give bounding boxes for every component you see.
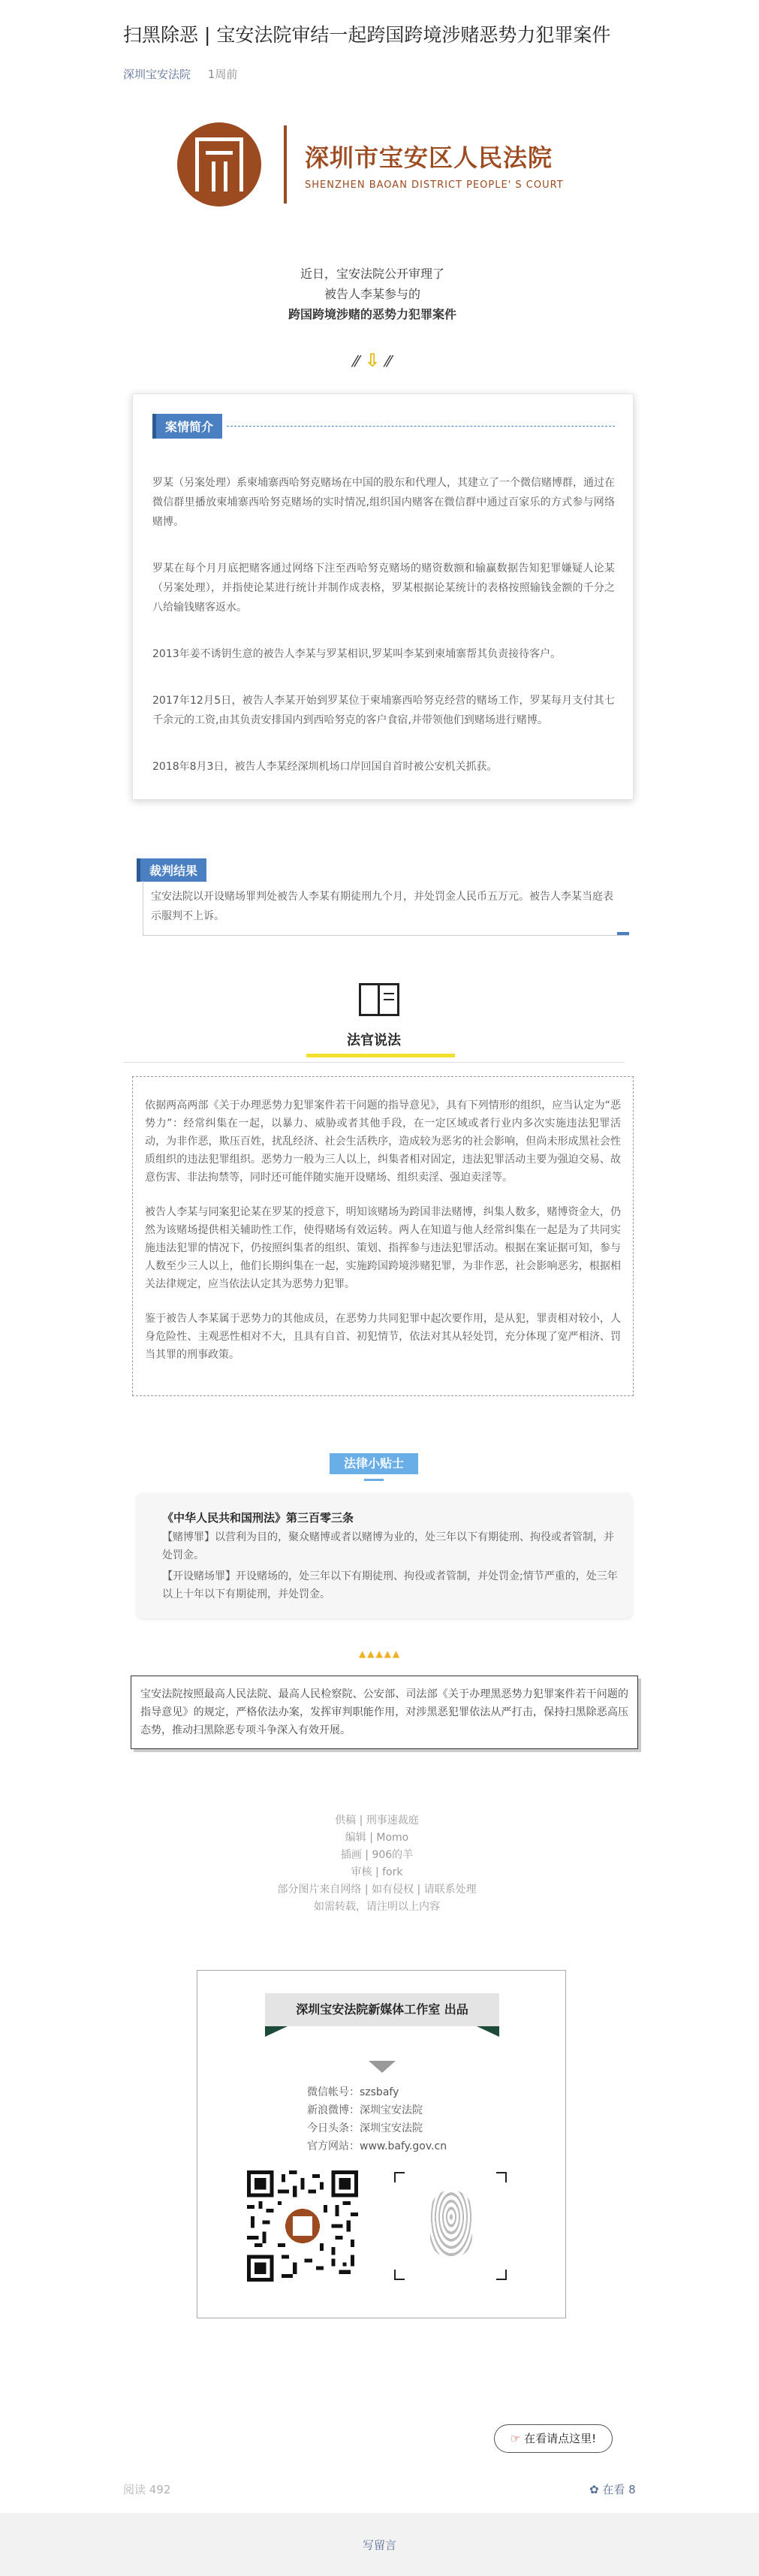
article-body	[123, 0, 759, 2318]
article-meta	[123, 66, 759, 82]
law-heading	[162, 1510, 620, 1525]
in-view-button[interactable]	[494, 2424, 613, 2453]
judge-section-title: 法官说法	[347, 1033, 401, 1048]
law-article: 第三百零三条	[286, 1511, 354, 1525]
account-name-link[interactable]: 深圳宝安法院	[123, 68, 191, 81]
comment-bar	[0, 2513, 759, 2576]
publish-time: 1周前	[207, 68, 238, 81]
tips-underline	[364, 1479, 384, 1481]
zaikan-count[interactable]	[589, 2481, 636, 2497]
article-title: 扫黑除恶 | 宝安法院审结一起跨国跨境涉赌恶势力犯罪案件	[123, 24, 611, 46]
contact-info	[307, 2083, 447, 2155]
contact-line: 微信帐号：szsbafy	[307, 2086, 399, 2098]
intro-headline: 跨国跨境涉赌的恶势力犯罪案件	[288, 307, 456, 321]
triangle-deco-icon: ▲▲▲▲▲	[359, 1648, 402, 1659]
highlight-bar	[306, 1054, 455, 1057]
credit-line: 部分图片来自网络 | 如有侵权 | 请联系处理	[277, 1884, 477, 1896]
credit-line: 供稿 | 刑事速裁庭	[335, 1814, 419, 1826]
tips-title: 法律小贴士	[330, 1453, 418, 1474]
credit-line: 插画 | 906的羊	[340, 1849, 414, 1861]
case-paragraph: 罗某（另案处理）系柬埔寨西哈努克赌场在中国的股东和代理人，其建立了一个微信赌博群，通过在微信群里播放柬埔寨西哈努克赌场的实时情况,组织国内赌客在微信群中通过百家乐的方式参与网络赌博。	[152, 477, 615, 528]
credit-line: 审核 | fork	[351, 1866, 403, 1878]
in-view-label: 在看请点这里!	[524, 2432, 597, 2445]
read-count: 阅读 492	[123, 2483, 171, 2496]
book-icon	[359, 983, 399, 1016]
case-paragraph: 2013年姜不诱钥生意的被告人李某与罗某相识,罗某叫李某到柬埔寨帮其负责接待客户。	[152, 648, 562, 660]
contact-line: 新浪微博：深圳宝安法院	[307, 2104, 423, 2116]
verdict-corner-mark	[617, 932, 629, 935]
verdict-section	[137, 858, 629, 931]
intro-text	[179, 264, 566, 324]
law-item: 【开设赌场罪】开设赌场的，处三年以下有期徒刑、拘役或者管制，并处罚金;情节严重的，处三年以上十年以下有期徒刑，并处罚金。	[162, 1570, 618, 1600]
court-logo-banner	[123, 119, 759, 210]
court-name-en: SHENZHEN BAOAN DISTRICT PEOPLE' S COURT	[305, 179, 564, 191]
judge-comment-box	[132, 1076, 634, 1396]
hand-point-icon: ☞	[510, 2432, 521, 2445]
case-tag-row	[152, 414, 615, 439]
intro-line: 被告人李某参与的	[324, 287, 420, 301]
court-name-cn: 深圳市宝安区人民法院	[305, 143, 553, 172]
dotted-divider	[227, 426, 615, 427]
case-summary-card	[132, 394, 634, 800]
closing-statement: 宝安法院按照最高人民法院、最高人民检察院、公安部、司法部《关于办理黑恶势力犯罪案件若干问题的指导意见》的规定，严格依法办案，发挥审判职能作用，对涉黑恶犯罪依法从严打击，保持扫黑除恶高压态势，推动扫黑除恶专项斗争深入有效开展。	[131, 1676, 638, 1749]
case-paragraph: 罗某在每个月月底把赌客通过网络下注至西哈努克赌场的赌资数额和输赢数据告知犯罪嫌疑人论某（另案处理），并指使论某进行统计并制作成表格，罗某根据论某统计的表格按照输钱金额的千分之八给输钱赌客返水。	[152, 563, 615, 614]
court-name-block	[305, 139, 564, 191]
credits-block	[123, 1812, 631, 1916]
credit-line: 如需转载，请注明以上内容	[314, 1901, 440, 1913]
law-item: 【赌博罪】以营利为目的，聚众赌博或者以赌博为业的，处三年以下有期徒刑、拘役或者管制，并处罚金。	[162, 1531, 614, 1561]
judge-paragraph: 鉴于被告人李某属于恶势力的其他成员，在恶势力共同犯罪中起次要作用，是从犯，罪责相对较小，人身危险性、主观恶性相对不大，且具有自首、初犯情节，依法对其从轻处罚，充分体现了宽严相济、罚当其罪的刑事政策。	[145, 1313, 621, 1361]
zaikan-icon: ✿	[589, 2483, 599, 2496]
qr-code-icon	[247, 2170, 358, 2282]
studio-banner: 深圳宝安法院新媒体工作室 出品	[265, 1993, 499, 2026]
ribbon-left	[265, 2026, 288, 2037]
judge-paragraph: 被告人李某与同案犯论某在罗某的授意下，明知该赌场为跨国非法赌博，纠集人数多，赌博资金大，仍然为该赌场提供相关辅助性工作，使得赌场有效运转。两人在知道与他人经常纠集在一起是为了共同实施违法犯罪的情况下，仍按照纠集者的组织、策划、指挥参与违法犯罪活动。根据在案证据可知，参与人数至少三人以上，他们长期纠集在一起，实施跨国跨境涉赌犯罪，为非作恶，社会影响恶劣，根据相关法律规定，应当依法认定其为恶势力犯罪。	[145, 1206, 621, 1290]
case-paragraph: 2018年8月3日，被告人李某经深圳机场口岸回国自首时被公安机关抓获。	[152, 761, 498, 773]
credit-line: 编辑 | Momo	[345, 1832, 409, 1844]
logo-divider	[284, 125, 287, 204]
court-seal-icon	[177, 122, 261, 207]
law-tips-box	[137, 1493, 632, 1618]
section-divider	[123, 1062, 625, 1063]
leave-message-link[interactable]: 写留言	[362, 2538, 396, 2552]
judge-paragraph: 依据两高两部《关于办理恶势力犯罪案件若干问题的指导意见》，具有下列情形的组织，应当认定为“恶势力”：经常纠集在一起，以暴力、威胁或者其他手段，在一定区域或者行业内多次实施违法犯罪活动，为非作恶，欺压百姓，扰乱经济、社会生活秩序，造成较为恶劣的社会影响，但尚未形成黑社会性质组织的违法犯罪组织。恶势力一般为三人以上，纠集者相对固定，违法犯罪活动主要为强迫交易、故意伤害、非法拘禁等，同时还可能伴随实施开设赌场、组织卖淫、强迫卖淫等。	[145, 1099, 621, 1184]
fingerprint-icon	[394, 2172, 507, 2280]
triangle-down-icon	[369, 2061, 396, 2073]
contact-line: 官方网站：www.bafy.gov.cn	[307, 2140, 447, 2152]
law-name: 《中华人民共和国刑法》	[162, 1511, 287, 1525]
contact-line: 今日头条：深圳宝安法院	[307, 2122, 423, 2134]
case-tag: 案情简介	[152, 414, 222, 439]
arrow-down-icon: ⁄⁄ ⇩ ⁄⁄	[354, 350, 391, 371]
studio-footer-card	[197, 1970, 566, 2318]
case-paragraph: 2017年12月5日，被告人李某开始到罗某位于柬埔寨西哈努克经营的赌场工作，罗某每月支付其七千余元的工资,由其负责安排国内到西哈努克的客户食宿,并带领他们到赌场进行赌博。	[152, 695, 615, 726]
ribbon-right	[477, 2026, 499, 2037]
verdict-tag: 裁判结果	[137, 858, 206, 882]
verdict-text: 宝安法院以开设赌场罪判处被告人李某有期徒刑九个月，并处罚金人民币五万元。被告人李某当庭表示服判不上诉。	[143, 881, 629, 936]
zaikan-label: 在看 8	[602, 2483, 636, 2496]
intro-line: 近日，宝安法院公开审理了	[300, 267, 444, 281]
